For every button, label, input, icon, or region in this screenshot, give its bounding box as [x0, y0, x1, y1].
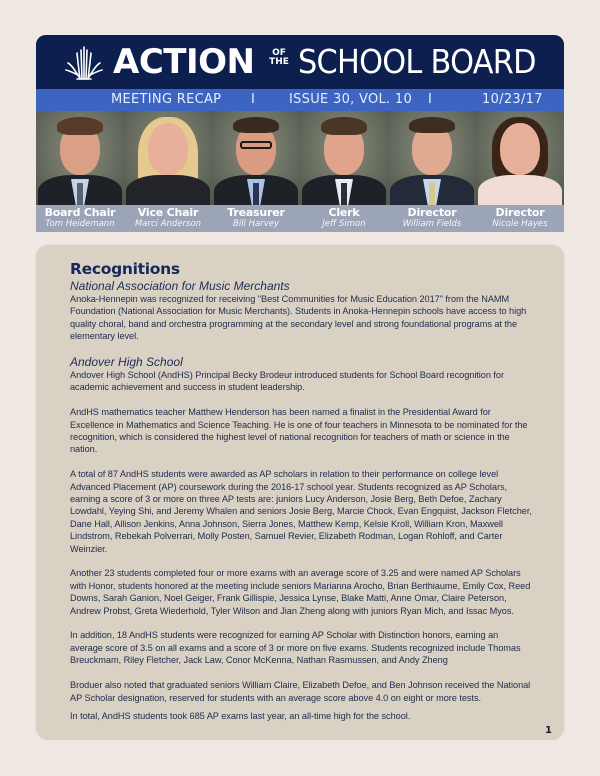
paragraph: In total, AndHS students took 685 AP exams last year, an all-time high for the school.	[70, 710, 411, 721]
caption-clerk	[300, 205, 388, 232]
reed-fountain-icon	[64, 43, 104, 83]
caption-board-chair	[36, 205, 124, 232]
article-body	[70, 259, 532, 722]
paragraph: A total of 87 AndHS students were awarded as AP scholars in relation to their performance on college level Advanced Placement (AP) coursework during the 2016-17 school year. Students recognized as AP Scholars, earning a score of 3 or more on three AP tests are: juniors Lucy Anderson, Josie Berg, Beth Defoe, Zachary Lowdahl, Yeying Shi, and Jeremy Whalen and seniors Josie Berg, Marcie Chock, Evan Engquist, Jackson Fletcher, Dane Hall, Allison Jenkins, Anna Johnson, Sierra Jones, Matthew Kemp, Kelsie Kroll, William Kron, Maxwell Lindstrom, Rebekah Polverrari, Molly Posten, Samuel Revier, Elizabeth Rodman, Logan Rohloff, and Carter Weinzier.	[70, 469, 532, 554]
member-name: Tom Heidemann	[45, 219, 115, 229]
issue-band	[36, 89, 564, 111]
title-the: THE	[269, 57, 289, 67]
member-name: Nicole Hayes	[492, 219, 548, 229]
title-of: OF	[272, 48, 286, 58]
photo-director-hayes	[476, 111, 564, 205]
caption-treasurer	[212, 205, 300, 232]
photo-board-chair	[36, 111, 124, 205]
member-name: Bill Harvey	[232, 219, 279, 229]
section-title: Recognitions	[70, 260, 180, 278]
member-role: Director	[495, 206, 545, 219]
member-role: Director	[407, 206, 457, 219]
photo-treasurer	[212, 111, 300, 205]
photo-director-fields	[388, 111, 476, 205]
subhead-andover: Andover High School	[70, 355, 183, 370]
board-captions	[36, 205, 564, 232]
title-action: ACTION	[113, 42, 255, 82]
photo-clerk	[300, 111, 388, 205]
issue-date: 10/23/17	[482, 92, 543, 107]
separator: I	[251, 92, 256, 107]
member-name: Jeff Simon	[322, 219, 366, 229]
title-of-the	[268, 49, 290, 67]
member-role: Treasurer	[227, 206, 285, 219]
caption-vice-chair	[124, 205, 212, 232]
member-name: William Fields	[402, 219, 462, 229]
member-role: Clerk	[328, 206, 360, 219]
member-role: Vice Chair	[137, 206, 199, 219]
member-name: Marci Anderson	[134, 219, 202, 229]
page-number: 1	[545, 725, 552, 736]
separator: I	[428, 92, 433, 107]
paragraph: Andover High School (AndHS) Principal Becky Brodeur introduced students for School Board recognition for academic achievement and success in student leadership.	[70, 370, 504, 393]
paragraph: Anoka-Hennepin was recognized for receiving "Best Communities for Music Education 2017" from the NAMM Foundation (National Association for Music Merchants). Students in Anoka-Hennepin schools have access to high quality choral, band and orchestra programming at the secondary level and strong foundational programs at the elementary level.	[70, 294, 527, 342]
subhead-namm: National Association for Music Merchants	[70, 279, 290, 293]
paragraph: AndHS mathematics teacher Matthew Henderson has been named a finalist in the Presidential Award for Excellence in Mathematics and Science Teaching. He is one of four teachers in Minnesota to be nominated for the recognition, which is considered the highest level of national recognition for teachers of math or science in the nation.	[70, 407, 528, 455]
member-role: Board Chair	[44, 206, 116, 219]
paragraph: Another 23 students completed four or more exams with an average score of 3.25 and were named AP Scholars with Honor, students honored at the meeting include seniors Marianna Arocho, Brian Berthiaume, Emily Cox, Reed Downs, Sarah Ganion, Noel Geiger, Frank Gillispie, Jessica Lynse, Blake Matti, Anne Omar, Claire Peterson, Andrew Probst, Greta Wiederhold, Tyler Wilson and Jian Zheng along with juniors Ryan Mich, and Issac Myos.	[70, 568, 531, 616]
masthead	[36, 35, 564, 89]
meeting-recap-label: MEETING RECAP	[111, 92, 222, 107]
photo-vice-chair	[124, 111, 212, 205]
board-photos	[36, 111, 564, 205]
paragraph: Broduer also noted that graduated seniors William Claire, Elizabeth Defoe, and Ben Johnson received the National AP Scholar designation, reserved for students with an average score above 4.0 on eight or more tests.	[70, 680, 531, 703]
newsletter-header	[36, 35, 564, 232]
paragraph: In addition, 18 AndHS students were recognized for earning AP Scholar with Distinction honors, earning an average score of 3.5 on all exams and a score of 3 or more on five exams. Students recognized include Thomas Breuckmam, Riley Fletcher, Jack Law, Conor McKenna, Nathan Rasmussen, and Andy Zheng	[70, 630, 521, 666]
issue-label: ISSUE 30, VOL. 10	[289, 92, 413, 107]
recognitions-panel	[36, 245, 564, 740]
caption-director-hayes	[476, 205, 564, 232]
title-school-board: SCHOOL BOARD	[298, 42, 536, 81]
caption-director-fields	[388, 205, 476, 232]
